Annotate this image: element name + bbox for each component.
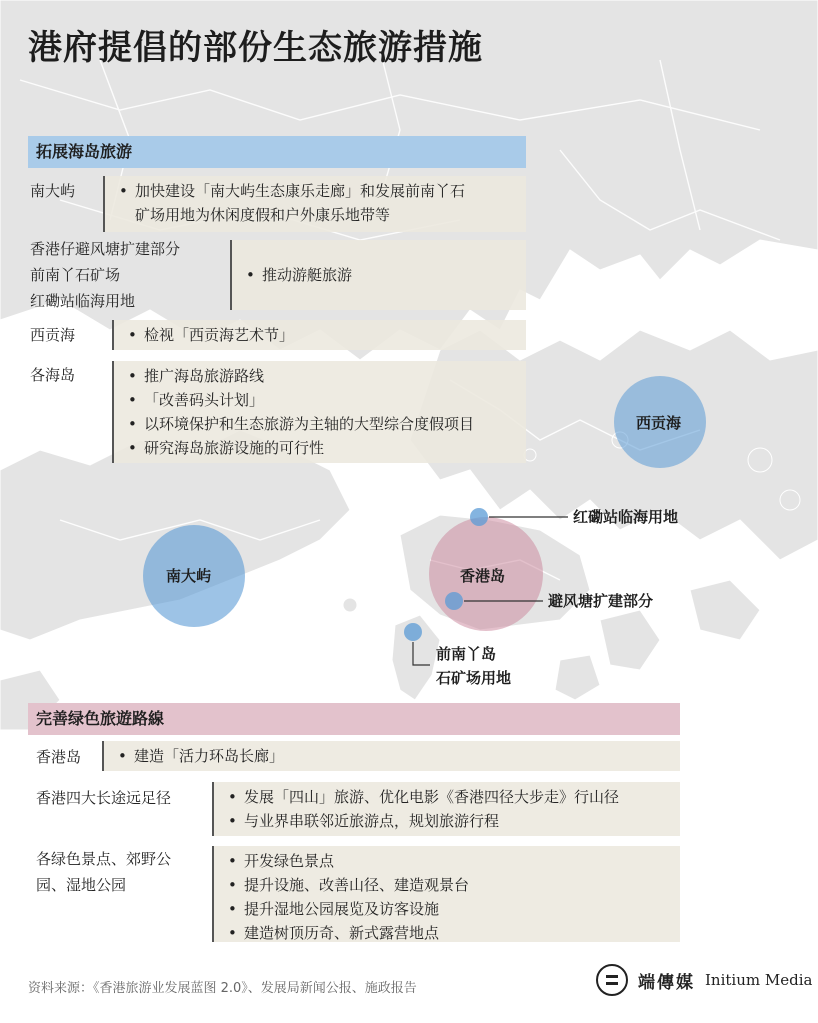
place-hk-island: 香港岛 <box>36 748 82 766</box>
measure-item: • 开发绿色景点 <box>228 849 672 873</box>
place-green-spots-line2: 园、湿地公园 <box>36 876 127 894</box>
measure-item: • 推广海岛旅游路线 <box>128 364 518 388</box>
measure-box-four-trails <box>212 782 680 836</box>
measure-item-continuation: 矿场用地为休闲度假和户外康乐地带等 <box>135 206 391 224</box>
section-heading-routes: 完善绿色旅遊路線 <box>28 703 680 735</box>
brand-logo-group[interactable] <box>596 962 812 998</box>
place-sai-kung: 西贡海 <box>30 326 76 344</box>
brand-name-en: Initium Media <box>705 971 813 989</box>
place-south-lantau: 南大屿 <box>30 182 76 200</box>
measure-box-green-spots <box>212 846 680 942</box>
callout-lamma-line2: 石矿场用地 <box>436 669 512 687</box>
measure-item: • 发展「四山」旅游、优化电影《香港四径大步走》行山径 <box>228 785 672 809</box>
measure-box-south-lantau <box>103 176 526 232</box>
place-hung-hom: 红磡站临海用地 <box>30 292 136 310</box>
measure-item: • 检视「西贡海艺术节」 <box>128 323 518 347</box>
typhoon-shelter-dot <box>445 592 463 610</box>
place-four-trails: 香港四大长途远足径 <box>36 789 172 807</box>
measure-box-all-islands <box>112 361 526 463</box>
measure-item: • 推动游艇旅游 <box>246 263 352 287</box>
page-title: 港府提倡的部份生态旅游措施 <box>28 28 483 68</box>
place-all-islands: 各海岛 <box>30 366 76 384</box>
place-lamma-quarry: 前南丫石矿场 <box>30 266 121 284</box>
callout-hung-hom: 红磡站临海用地 <box>573 508 679 526</box>
lamma-quarry-dot <box>404 623 422 641</box>
measure-item: • 提升湿地公园展览及访客设施 <box>228 897 672 921</box>
map-label-hk-island: 香港岛 <box>460 567 506 585</box>
measure-box-yacht <box>230 240 526 310</box>
hung-hom-dot <box>470 508 488 526</box>
source-note: 资料来源：《香港旅游业发展蓝图 2.0》、发展局新闻公报、施政报告 <box>28 981 417 996</box>
measure-item: • 「改善码头计划」 <box>128 388 518 412</box>
callout-typhoon-shelter: 避风塘扩建部分 <box>548 592 654 610</box>
measure-item: • 研究海岛旅游设施的可行性 <box>128 436 518 460</box>
map-label-sai-kung: 西贡海 <box>636 414 682 432</box>
measure-box-sai-kung <box>112 320 526 350</box>
measure-box-hk-island <box>102 741 680 771</box>
initium-logo-icon <box>596 964 628 996</box>
place-green-spots-line1: 各绿色景点、郊野公 <box>36 850 172 868</box>
section-heading-islands: 拓展海岛旅游 <box>28 136 526 168</box>
measure-item: • 提升设施、改善山径、建造观景台 <box>228 873 672 897</box>
place-aberdeen-typhoon: 香港仔避风塘扩建部分 <box>30 240 181 258</box>
measure-item: • 与业界串联邻近旅游点，规划旅游行程 <box>228 809 672 833</box>
measure-item: • 加快建设「南大屿生态康乐走廊」和发展前南丫石 <box>119 179 518 203</box>
measure-item: • 以环境保护和生态旅游为主轴的大型综合度假项目 <box>128 412 518 436</box>
measure-item-cont <box>119 203 518 227</box>
brand-name-cn: 端傳媒 <box>638 972 695 993</box>
measure-item: • 建造树顶历奇、新式露营地点 <box>228 921 672 945</box>
measure-item: • 建造「活力环岛长廊」 <box>118 744 672 768</box>
map-label-south-lantau: 南大屿 <box>166 567 212 585</box>
callout-lamma-line1: 前南丫岛 <box>436 645 497 663</box>
